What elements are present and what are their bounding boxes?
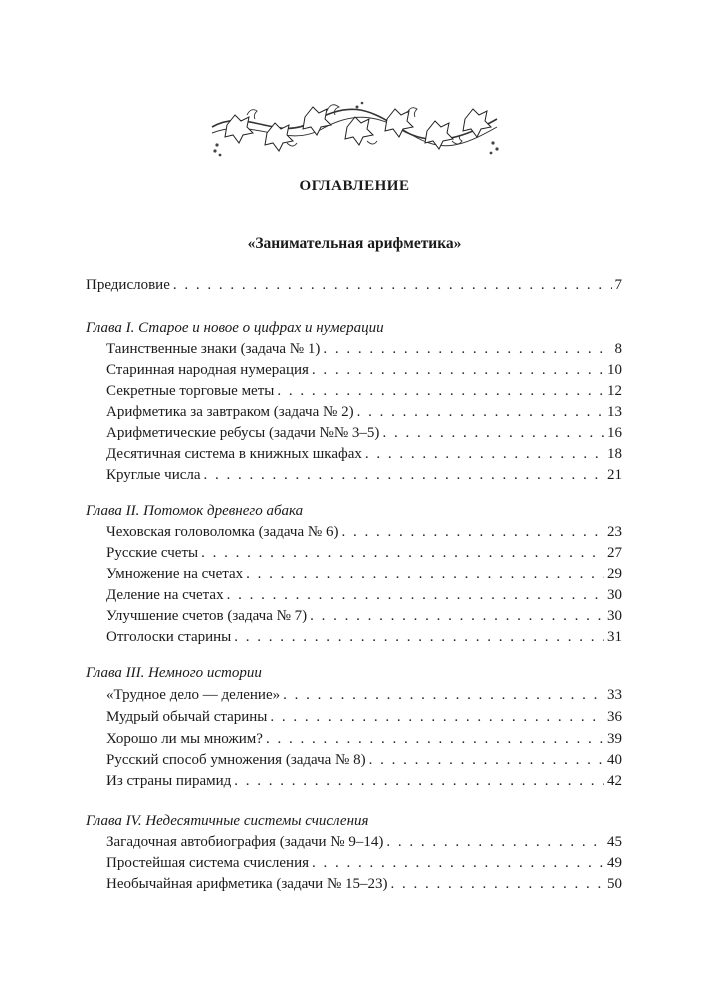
toc-entry-title: Простейшая система счисления [106,855,309,871]
toc-entry[interactable] [106,584,622,606]
toc-entry[interactable] [106,359,622,381]
toc-entry-page: 42 [607,773,622,789]
leader-dots [357,401,604,423]
leader-dots [382,422,604,444]
toc-entry-title: Русский способ умножения (задача № 8) [106,752,366,768]
toc-entry-title: Хорошо ли мы множим? [106,731,263,747]
toc-entry[interactable] [106,422,622,444]
toc-entry-title: Старинная народная нумерация [106,362,309,378]
leader-dots [365,443,604,465]
toc-entry-title: Отголоски старины [106,629,232,645]
toc-entry-page: 21 [607,467,622,483]
toc-entry-title: Из страны пирамид [106,773,232,789]
toc-entry-page: 23 [607,524,622,540]
toc-entry-page: 16 [607,425,622,441]
toc-entry-page: 45 [607,834,622,850]
toc-entry-title: Предисловие [86,277,170,293]
leader-dots [386,831,604,853]
toc-entry[interactable] [106,563,622,585]
toc-entry[interactable] [106,338,622,360]
page-title: ОГЛАВЛЕНИЕ [299,178,410,194]
toc-entry-page: 30 [607,608,622,624]
toc-entry-title: Мудрый обычай старины [106,709,268,725]
leader-dots [234,626,604,648]
chapter-heading: Глава III. Немного истории [86,665,262,681]
toc-entry-page: 33 [607,687,622,703]
leader-dots [369,749,604,771]
leader-dots [391,873,604,895]
toc-entry-title: Таинственные знаки (задача № 1) [106,341,321,357]
toc-entry-page: 12 [607,383,622,399]
toc-entry-title: Необычайная арифметика (задачи № 15–23) [106,876,388,892]
leader-dots [312,852,604,874]
toc-entry-title: Секретные торговые меты [106,383,275,399]
toc-entry-title: Деление на счетах [106,587,224,603]
toc-entry-page: 29 [607,566,622,582]
chapter-heading: Глава II. Потомок древнего абака [86,503,304,519]
chapter-heading: Глава IV. Недесятичные системы счисления [86,813,369,829]
leader-dots [204,464,604,486]
toc-entry-title: Чеховская головоломка (задача № 6) [106,524,339,540]
toc-entry[interactable] [106,443,622,465]
toc-entry-title: Русские счеты [106,545,199,561]
leader-dots [234,770,604,792]
toc-entry[interactable] [106,401,622,423]
leader-dots [310,605,604,627]
toc-entry[interactable] [106,749,622,771]
leader-dots [266,728,604,750]
leader-dots [277,380,604,402]
leader-dots [312,359,604,381]
leader-dots [323,338,611,360]
toc-entry-page: 40 [607,752,622,768]
leader-dots [201,542,604,564]
toc-entry-title: Загадочная автобиография (задачи № 9–14) [106,834,384,850]
toc-entry[interactable] [106,873,622,895]
leader-dots [283,684,604,706]
toc-entry[interactable] [106,770,622,792]
toc-entry-title: «Трудное дело — деление» [106,687,281,703]
leader-dots [341,521,604,543]
toc-entry-page: 8 [614,341,622,357]
toc-entry[interactable] [106,831,622,853]
toc-entry-page: 30 [607,587,622,603]
toc-entry-page: 13 [607,404,622,420]
toc-entry[interactable] [106,380,622,402]
leader-dots [246,563,604,585]
toc-entry-page: 39 [607,731,622,747]
toc-entry[interactable] [106,706,622,728]
toc-entry[interactable] [106,728,622,750]
toc-entry[interactable] [106,521,622,543]
toc-entry-preface[interactable] [86,274,622,296]
toc-entry-page: 50 [607,876,622,892]
toc-entry-title: Арифметика за завтраком (задача № 2) [106,404,354,420]
toc-entry[interactable] [106,852,622,874]
toc-entry-page: 10 [607,362,622,378]
toc-entry[interactable] [106,464,622,486]
leader-dots [173,274,612,296]
leader-dots [270,706,604,728]
toc-entry[interactable] [106,542,622,564]
toc-entry-title: Умножение на счетах [106,566,244,582]
toc-entry[interactable] [106,626,622,648]
leader-dots [227,584,604,606]
toc-entry-page: 7 [614,277,622,293]
toc-entry-page: 31 [607,629,622,645]
toc-entry-page: 18 [607,446,622,462]
toc-entry-title: Арифметические ребусы (задачи №№ 3–5) [106,425,380,441]
toc-entry-page: 27 [607,545,622,561]
toc-entry[interactable] [106,605,622,627]
toc-entry[interactable] [106,684,622,706]
toc-entry-title: Улучшение счетов (задача № 7) [106,608,308,624]
toc-entry-page: 49 [607,855,622,871]
toc-entry-page: 36 [607,709,622,725]
toc-entry-title: Десятичная система в книжных шкафах [106,446,362,462]
chapter-heading: Глава I. Старое и новое о цифрах и нумерации [86,320,384,336]
book-title: «Занимательная арифметика» [247,235,462,252]
toc-entry-title: Круглые числа [106,467,201,483]
